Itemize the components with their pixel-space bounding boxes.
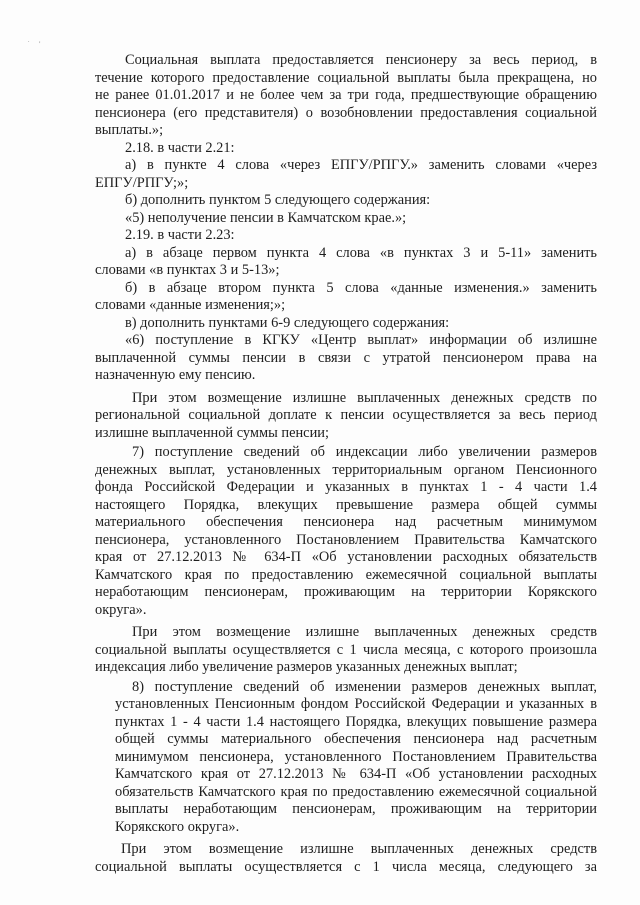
text-line: обязательств Камчатского края по предоставлению ежемесячной социальной [115,783,597,800]
text-line: а) в абзаце первом пункта 4 слова «в пунктах 3 и 5-11» заменить [125,244,597,261]
text-line: словами «в пунктах 3 и 5-13»; [95,262,280,278]
text-line: материального обеспечения пенсионера над расчетным минимумом [95,514,597,530]
text-line: Социальная выплата предоставляется пенсионеру за весь период, в [125,52,597,68]
margin-marks: . , [28,38,45,44]
text-line: в) дополнить пунктами 6-9 следующего содержания: [125,314,450,331]
text-line: При этом возмещение излишне выплаченных денежных средств по [132,389,597,406]
text-line: Камчатского края от 27.12.2013 № 634-П «Об установлении расходных [115,766,597,782]
text-line: фонда Российской Федерации и указанных в пунктах 1 - 4 части 1.4 [95,479,597,495]
text-line: неработающим пенсионерам, проживающим на территории Корякского [95,584,597,600]
text-line: ЕПГУ/РПГУ;»; [95,174,189,191]
text-line: пенсионера (его представителя) о возобновлении предоставления социальной [95,104,597,121]
text-line: индексация либо увеличение размеров указанных денежных выплат; [95,659,518,675]
text-line: Камчатского края по предоставлению ежемесячной социальной выплаты [95,566,597,583]
text-line: установленных Пенсионным фондом Российской Федерации и указанных в [115,696,597,712]
text-line: общей суммы материального обеспечения пенсионера над расчетным [115,731,597,747]
text-line: 2.19. в части 2.23: [125,227,235,243]
text-line: выплаты.»; [95,122,164,138]
text-line: выплаты неработающим пенсионерам, проживающим на территории [115,801,597,817]
text-line: денежных выплат, установленных территориальным органом Пенсионного [95,461,597,478]
text-line: минимумом пенсионера, установленного Постановлением Правительства [115,748,597,765]
text-line: социальной выплаты осуществляется с 1 числа месяца, следующего за [95,858,597,875]
text-line: излишне выплаченной суммы пенсии; [95,424,329,441]
text-line: При этом возмещение излишне выплаченных денежных средств [132,624,597,640]
text-line: не ранее 01.01.2017 и не более чем за три года, предшествующие обращению [95,87,597,103]
text-line: назначенную ему пенсию. [95,367,256,383]
text-line: «5) неполучение пенсии в Камчатском крае.»; [125,209,407,226]
text-line: 2.18. в части 2.21: [125,139,235,156]
text-line: пунктах 1 - 4 части 1.4 настоящего Порядка, влекущих повышение размера [115,713,597,730]
text-line: «6) поступление в КГКУ «Центр выплат» информации об излишне [125,332,597,348]
text-line: региональной социальной доплате к пенсии осуществляется за весь период [95,407,597,423]
text-line: 8) поступление сведений об изменении размеров денежных выплат, [132,678,597,695]
text-line: б) дополнить пунктом 5 следующего содержания: [125,192,431,208]
text-line: б) в абзаце втором пункта 5 слова «данные изменения.» заменить [125,279,597,296]
text-line: пенсионера, установленного Постановлением Правительства Камчатского [95,531,597,548]
text-line: словами «данные изменения;»; [95,297,286,313]
text-line: 7) поступление сведений об индексации либо увеличении размеров [132,444,597,460]
text-line: При этом возмещение излишне выплаченных денежных средств [121,841,597,857]
text-line: а) в пункте 4 слова «через ЕПГУ/РПГУ.» заменить словами «через [125,157,597,173]
text-line: края от 27.12.2013 № 634-П «Об установлении расходных обязательств [95,549,597,565]
text-line: Корякского округа». [115,818,240,835]
text-line: социальной выплаты осуществляется с 1 числа месяца, с которого произошла [95,641,597,658]
text-line: течение которого предоставление социальной выплаты была прекращена, но [95,69,597,86]
text-line: выплаченной суммы пенсии в связи с утратой пенсионером права на [95,349,597,366]
document-body [95,52,597,876]
text-line: настоящего Порядка, влекущих превышение размера общей суммы [95,496,597,513]
text-line: округа». [95,601,147,618]
